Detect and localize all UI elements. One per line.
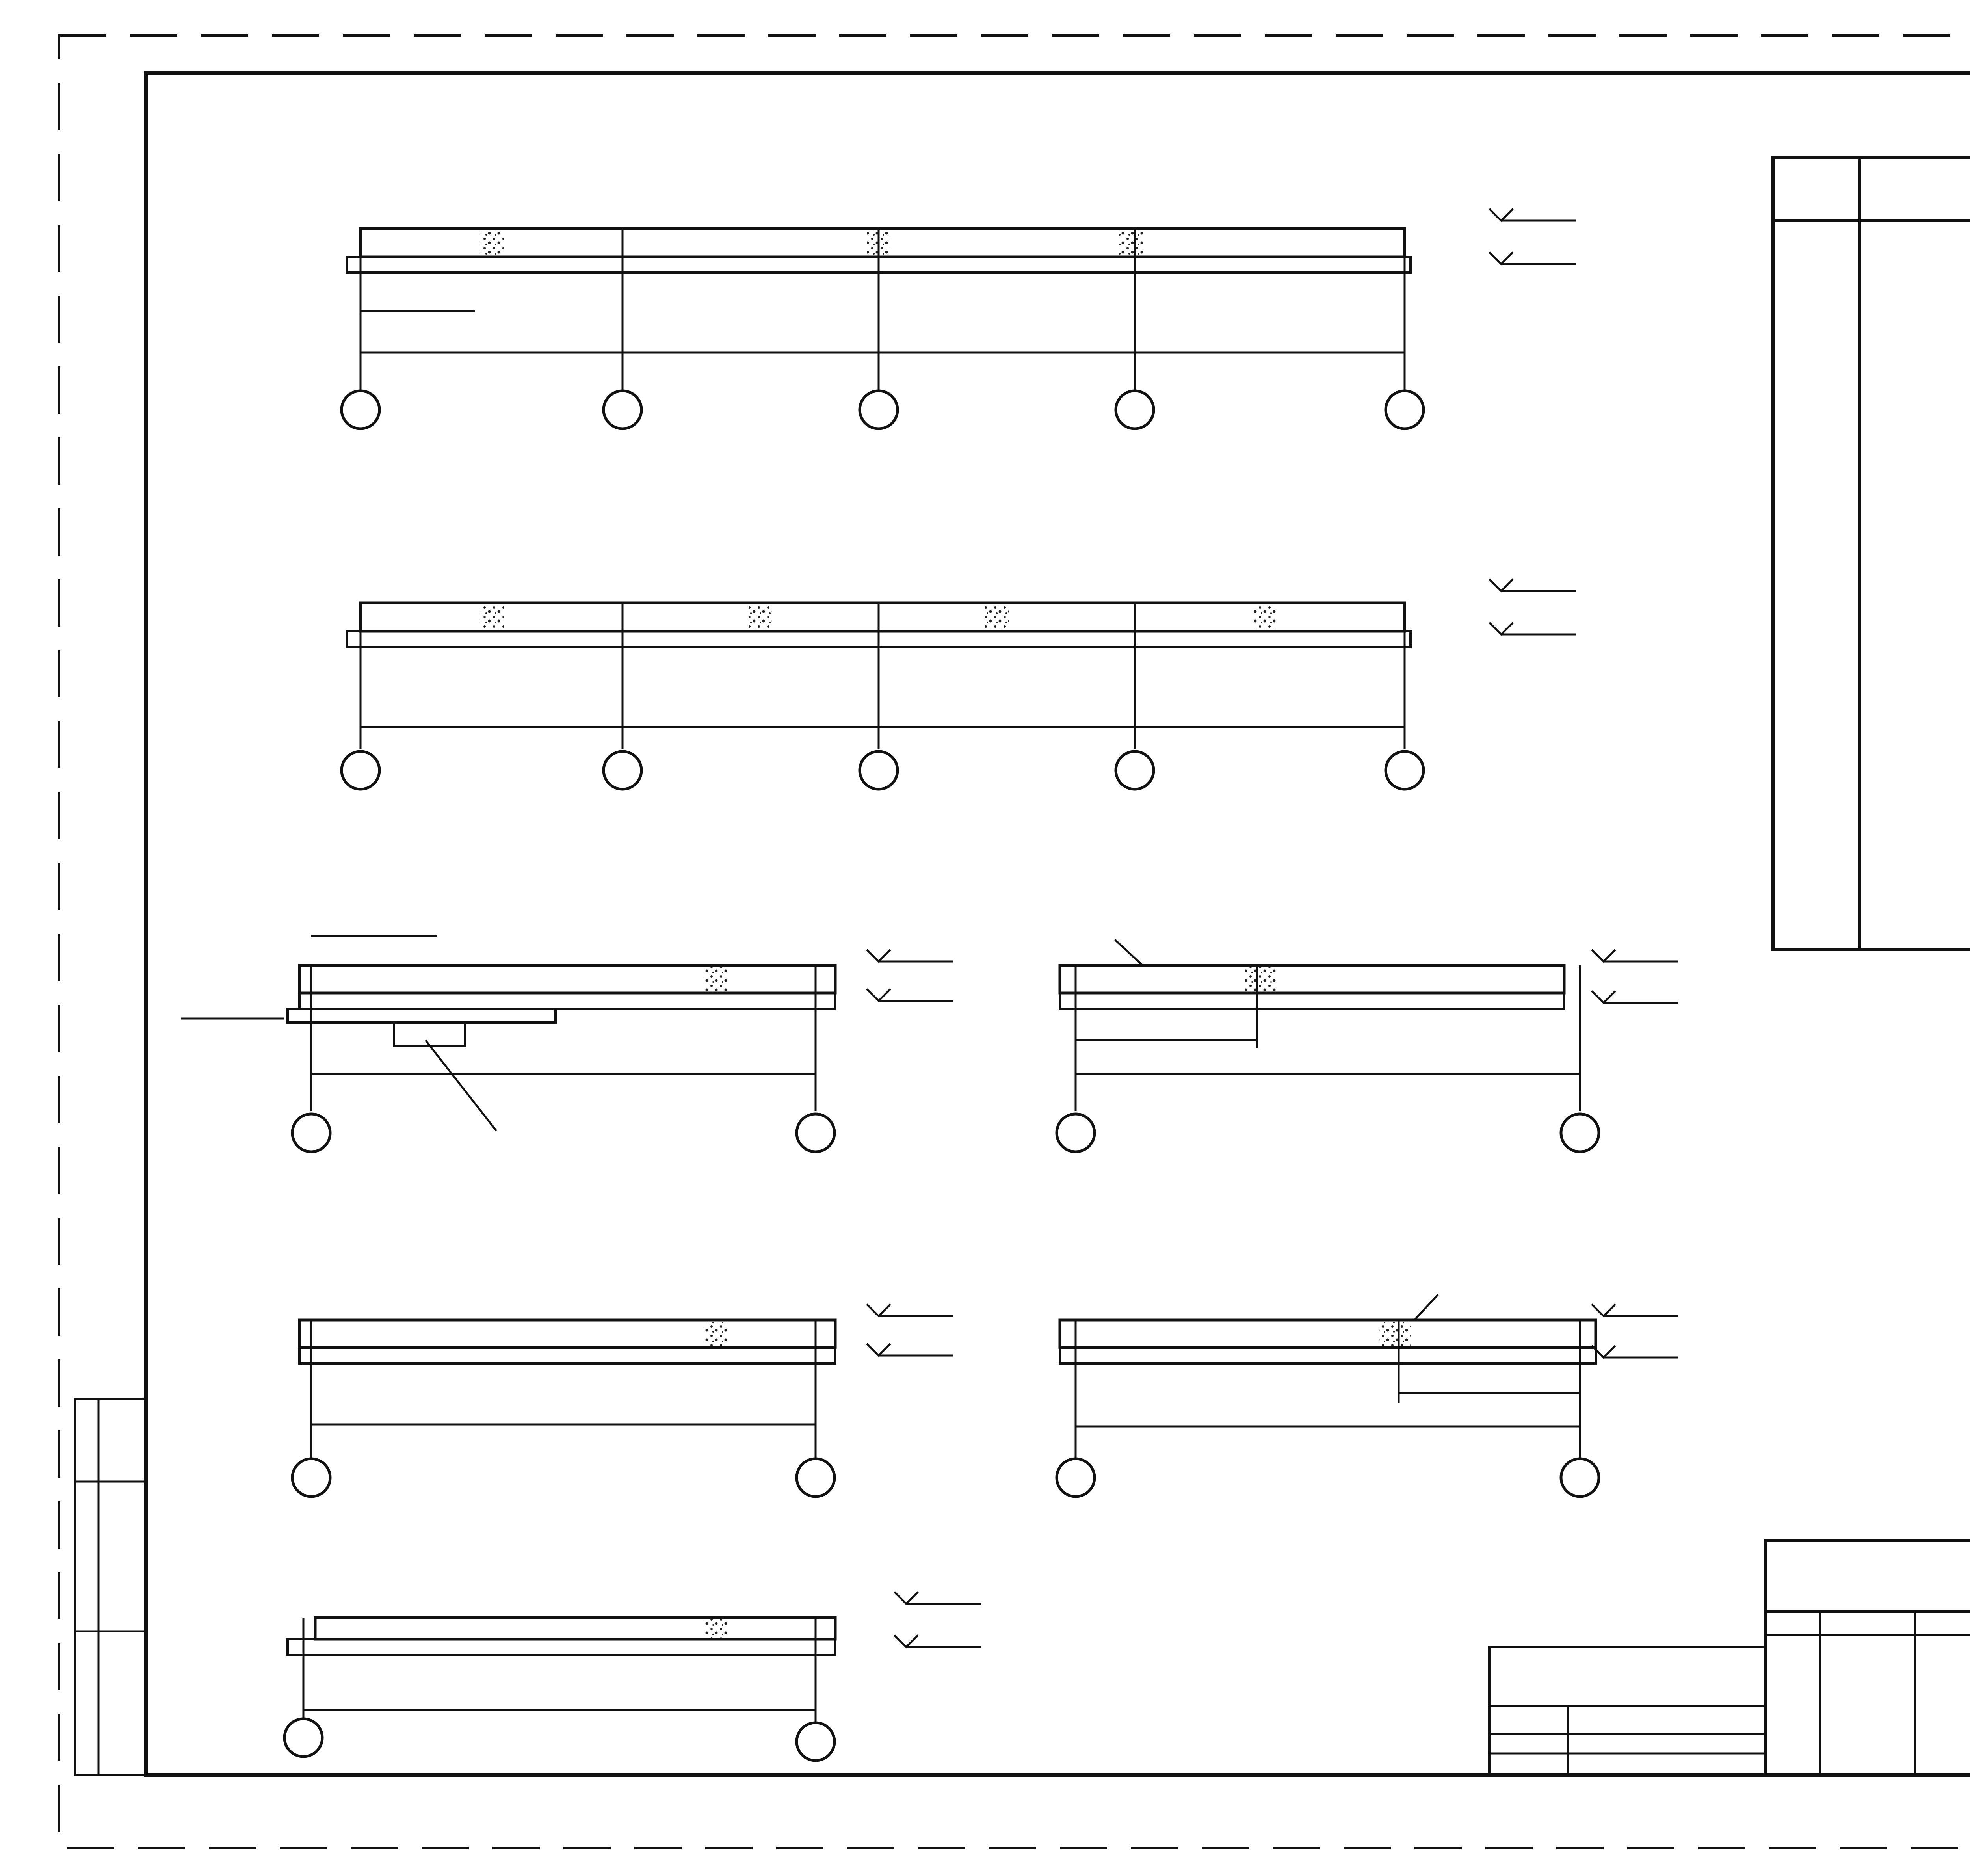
scheme-axis-2 [292, 1304, 953, 1497]
scheme-axis-a [342, 209, 1576, 429]
outer-frame [59, 35, 1970, 1848]
scheme-axis-b [342, 579, 1576, 789]
inner-frame [146, 73, 1970, 1775]
scheme-axis-5 [284, 1592, 981, 1761]
left-sidebar [75, 1399, 146, 1775]
scheme-axis-4 [1057, 1294, 1678, 1497]
scheme-axis-1 [181, 936, 953, 1152]
title-block [1489, 1541, 1970, 1775]
specification-table [1773, 158, 1970, 950]
scheme-axis-3 [1057, 940, 1678, 1152]
